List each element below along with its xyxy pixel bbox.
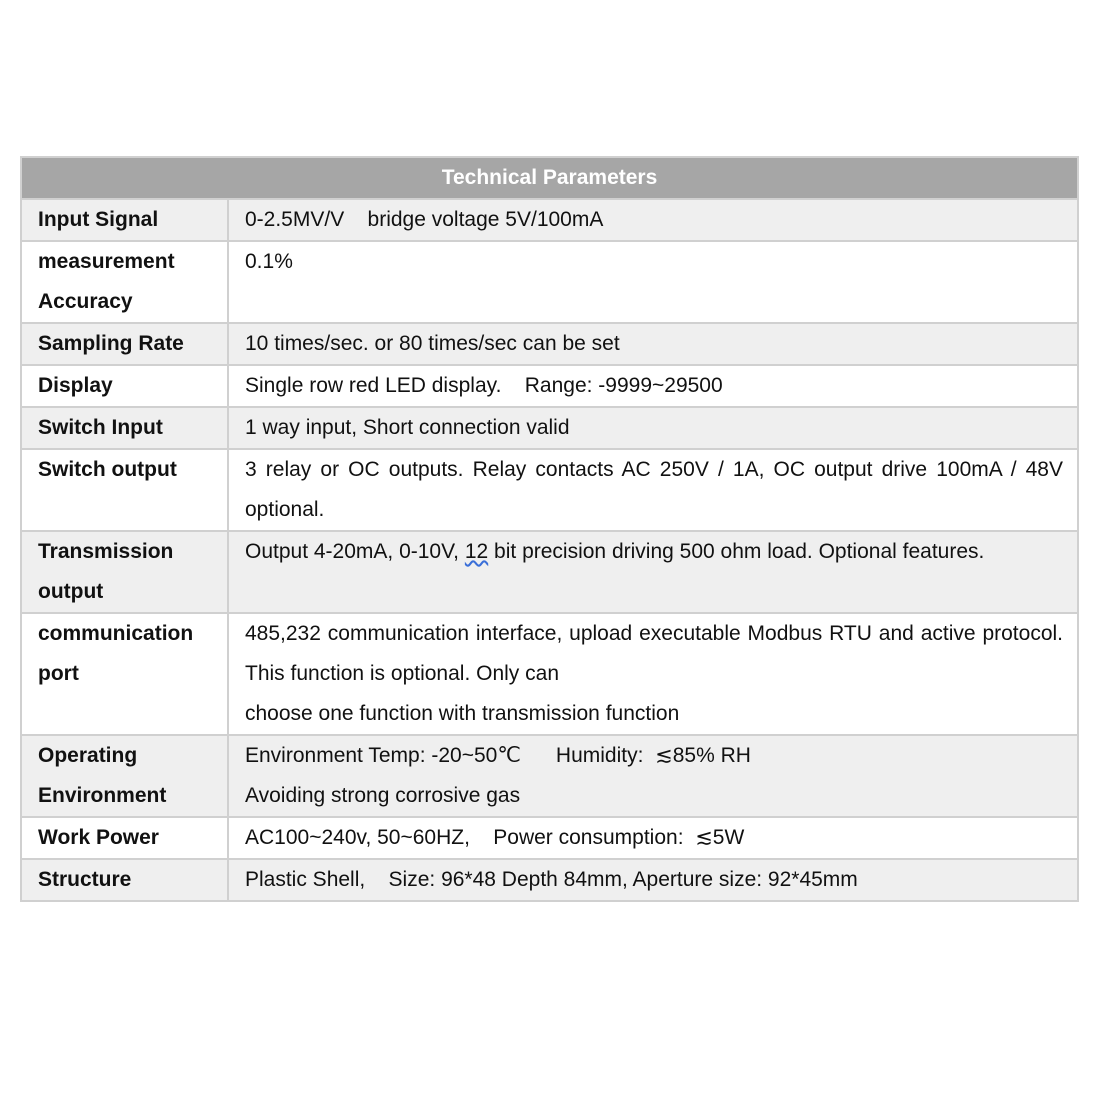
param-value: AC100~240v, 50~60HZ, Power consumption: ≲5W [228, 817, 1078, 859]
value-line: Avoiding strong corrosive gas [245, 784, 521, 807]
table-row [21, 859, 1078, 901]
technical-parameters-table [20, 156, 1079, 902]
param-label: Display [21, 365, 228, 407]
table-title: Technical Parameters [21, 157, 1078, 199]
param-label: Transmission output [21, 531, 228, 613]
param-label: Work Power [21, 817, 228, 859]
value-part: bit precision driving 500 ohm load. Optional features. [488, 540, 985, 563]
param-label: measurement Accuracy [21, 241, 228, 323]
param-value: Plastic Shell, Size: 96*48 Depth 84mm, Aperture size: 92*45mm [228, 859, 1078, 901]
table-row [21, 449, 1078, 531]
table-row [21, 735, 1078, 817]
param-label: Switch output [21, 449, 228, 531]
param-value [228, 613, 1078, 735]
table-row [21, 365, 1078, 407]
param-value [228, 531, 1078, 613]
table-row [21, 613, 1078, 735]
param-value: 0-2.5MV/V bridge voltage 5V/100mA [228, 199, 1078, 241]
value-line: Environment Temp: -20~50℃ Humidity: ≲85% RH [245, 744, 751, 767]
param-value: 1 way input, Short connection valid [228, 407, 1078, 449]
param-value: 3 relay or OC outputs. Relay contacts AC 250V / 1A, OC output drive 100mA / 48V optional. [228, 449, 1078, 531]
value-line: 485,232 communication interface, upload executable Modbus RTU and active protocol. This function is optional. Only can [245, 622, 1063, 685]
param-label: Operating Environment [21, 735, 228, 817]
table-row [21, 817, 1078, 859]
table-row [21, 407, 1078, 449]
table-row [21, 199, 1078, 241]
param-value: 0.1% [228, 241, 1078, 323]
param-label: Switch Input [21, 407, 228, 449]
table-row [21, 241, 1078, 323]
param-label: Structure [21, 859, 228, 901]
table-row [21, 323, 1078, 365]
param-label: Sampling Rate [21, 323, 228, 365]
param-value [228, 735, 1078, 817]
param-label: communication port [21, 613, 228, 735]
param-value: 10 times/sec. or 80 times/sec can be set [228, 323, 1078, 365]
value-part: Output 4-20mA, 0-10V, [245, 540, 465, 563]
param-value: Single row red LED display. Range: -9999~29500 [228, 365, 1078, 407]
table-row [21, 531, 1078, 613]
spellcheck-word: 12 [464, 540, 489, 563]
value-line: choose one function with transmission function [245, 702, 680, 725]
param-label: Input Signal [21, 199, 228, 241]
